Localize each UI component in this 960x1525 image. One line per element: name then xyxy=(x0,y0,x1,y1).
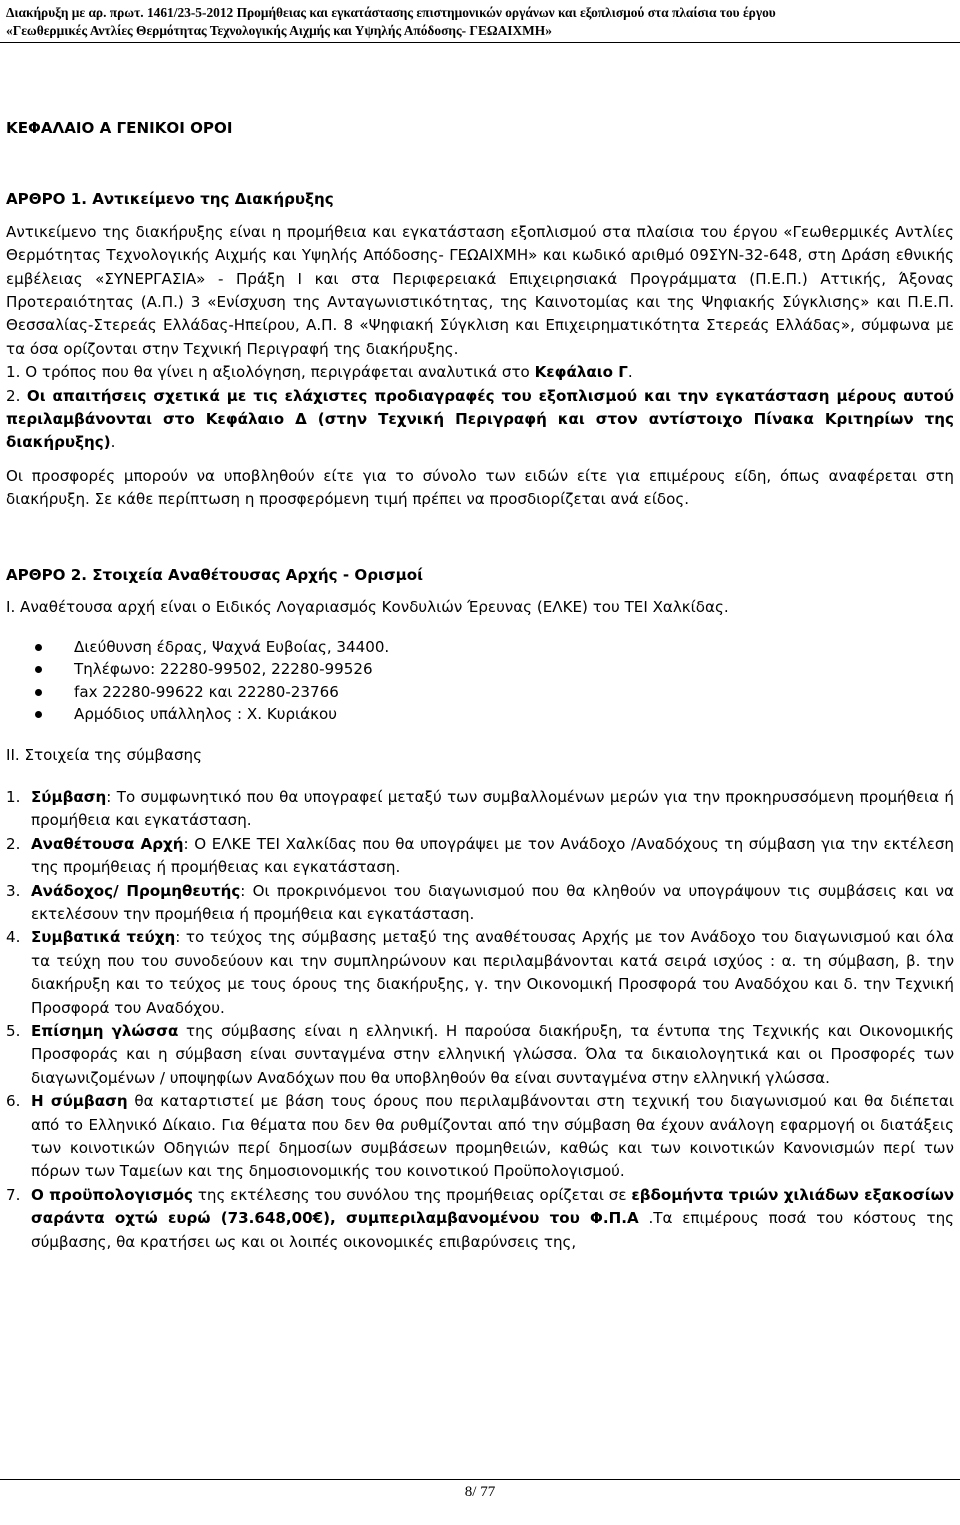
evaluation-item: 1. Ο τρόπος που θα γίνει η αξιολόγηση, περιγράφεται αναλυτικά στο Κεφάλαιο Γ. xyxy=(6,363,633,382)
definition-item: 2. Αναθέτουσα Αρχή: Ο ΕΛΚΕ ΤΕΙ Χαλκίδας που θα υπογράψει με τον Ανάδοχο /Αναδόχους τη σύμβαση για την εκτέλεση της προμήθειας ή προμήθειας και εγκατάσταση. xyxy=(6,834,954,877)
bullet-icon xyxy=(35,711,42,718)
definition-item: 1. Σύμβαση: Το συμφωνητικό που θα υπογραφεί μεταξύ των συμβαλλομένων μερών για την προκηρυσσόμενη προμήθεια ή προμήθεια και εγκατάσταση. xyxy=(6,787,954,830)
header-rule xyxy=(0,42,960,43)
article-1-paragraph: Αντικείμενο της διακήρυξης είναι η προμήθεια και εγκατάσταση εξοπλισμού στα πλαίσια του έργου «Γεωθερμικές Αντλίες Θερμότητας Τεχνολογικής Αιχμής και Υψηλής Απόδοσης- ΓΕΩΑΙΧΜΗ» και κωδικό αριθμό 09ΣΥΝ-32-648, στη Δράση εθνικής εμβέλειας «ΣΥΝΕΡΓΑΣΙΑ» - Πράξη Ι και στα Περιφερειακά Επιχειρησιακά Προγράμματα (Π.Ε.Π.) Αττικής, Άξονας Προτεραιότητας (Α.Π.) 3 «Ενίσχυση της Ανταγωνιστικότητας, της Καινοτομίας και της Ψηφιακής Σύγκλισης» και Π.Ε.Π. Θεσσαλίας-Στερεάς Ελλάδας-Ηπείρου, Α.Π. 8 «Ψηφιακή Σύγκλιση και Επιχειρηματικότητα Στερεάς Ελλάδας», σύμφωνα με τα όσα ορίζονται στην Τεχνική Περιγραφή της διακήρυξης. xyxy=(6,222,954,358)
offers-paragraph: Οι προσφορές μπορούν να υποβληθούν είτε για το σύνολο των ειδών είτε για επιμέρους είδη, όπως αναφέρεται στη διακήρυξη. Σε κάθε περίπτωση η προσφερόμενη τιμή πρέπει να προσδιορίζεται ανά είδος. xyxy=(6,466,954,509)
requirements-text: Οι απαιτήσεις σχετικά με τις ελάχιστες προδιαγραφές του εξοπλισμού και την εγκατάσταση μέρους αυτού περιλαμβάνονται στο Κεφάλαιο Δ (στην Τεχνική Περιγραφή και στον αντίστοιχο Πίνακα Κριτηρίων της διακήρυξης) xyxy=(6,386,954,452)
definition-item: 4. Συμβατικά τεύχη: το τεύχος της σύμβασης μεταξύ της αναθέτουσας Αρχής με τον Ανάδοχο του διαγωνισμού και όλα τα τεύχη που του συνοδεύουν και την συμπληρώνουν και περιλαμβάνονται κατά σειρά ισχύος : α. τη σύμβαση, β. την διακήρυξη και το τεύχος με τους όρους της διακήρυξης, γ. την Οικονομική Προσφορά του Αναδόχου και δ. την Τεχνική Προσφορά του Αναδόχου. xyxy=(6,928,954,1017)
contact-list xyxy=(6,636,954,726)
footer-rule xyxy=(0,1479,960,1480)
definition-item: 6. Η σύμβαση θα καταρτιστεί με βάση τους όρους που περιλαμβάνονται στη τεχνική του διαγωνισμού και θα διέπεται από το Ελληνικό Δίκαιο. Για θέματα που δεν θα ρυθμίζονται από την σύμβαση θα έχουν ανάλογη εφαρμογή οι διατάξεις των κοινοτικών Οδηγιών περί δημοσίων συμβάσεων προμηθειών, καθώς και των κοινοτικών Κανονισμών περί των πόρων των Ταμείων και της δημοσιονομικής του κοινοτικού Προϋπολογισμού. xyxy=(6,1092,954,1181)
chapter-c-reference: Κεφάλαιο Γ xyxy=(534,363,628,382)
list-item: Αρμόδιος υπάλληλος : Χ. Κυριάκου xyxy=(6,703,954,726)
document-body xyxy=(6,117,954,1254)
bullet-icon xyxy=(35,666,42,673)
article-2-title: ΑΡΘΡΟ 2. Στοιχεία Αναθέτουσας Αρχής - Ορισμοί xyxy=(6,565,423,584)
chapter-title: ΚΕΦΑΛΑΙΟ Α ΓΕΝΙΚΟΙ ΟΡΟΙ xyxy=(6,119,233,137)
requirements-item: 2. Οι απαιτήσεις σχετικά με τις ελάχιστες προδιαγραφές του εξοπλισμού και την εγκατάσταση μέρους αυτού περιλαμβάνονται στο Κεφάλαιο Δ (στην Τεχνική Περιγραφή και στον αντίστοιχο Πίνακα Κριτηρίων της διακήρυξης). xyxy=(6,386,954,452)
header-line-2: «Γεωθερμικές Αντλίες Θερμότητας Τεχνολογικής Αιχμής και Υψηλής Απόδοσης- ΓΕΩΑΙΧΜΗ» xyxy=(6,23,552,38)
contracting-authority-section: Ι. Αναθέτουσα αρχή είναι ο Ειδικός Λογαριασμός Κονδυλιών Έρευνας (ΕΛΚΕ) του ΤΕΙ Χαλκίδας. xyxy=(6,598,729,617)
definition-item: 3. Ανάδοχος/ Προμηθευτής: Οι προκρινόμενοι του διαγωνισμού που θα κληθούν να υπογράψουν τις συμβάσεις και να εκτελέσουν την προμήθεια ή προμήθεια και εγκατάσταση. xyxy=(6,881,954,923)
definitions-list xyxy=(6,786,954,1254)
definition-item: 7. Ο προϋπολογισμός της εκτέλεσης του συνόλου της προμήθειας ορίζεται σε εβδομήντα τριών χιλιάδων εξακοσίων σαράντα οχτώ ευρώ (73.648,00€), συμπεριλαμβανομένου του Φ.Π.Α .Τα επιμέρους ποσά του κόστους της σύμβασης, θα κρατήσει ως και οι λοιπές οικονομικές επιβαρύνσεις της, xyxy=(6,1185,954,1251)
document-header xyxy=(6,4,954,40)
budget-amount: εβδομήντα τριών χιλιάδων εξακοσίων σαράντα οχτώ ευρώ (73.648,00€), συμπεριλαμβανομένου του Φ.Π.Α xyxy=(31,1185,954,1228)
list-item: Τηλέφωνο: 22280-99502, 22280-99526 xyxy=(6,658,954,681)
list-item: Διεύθυνση έδρας, Ψαχνά Ευβοίας, 34400. xyxy=(6,636,954,659)
list-item: fax 22280-99622 και 22280-23766 xyxy=(6,681,954,704)
page-number: 8/ 77 xyxy=(464,1484,496,1500)
bullet-icon xyxy=(35,689,42,696)
article-1-title: ΑΡΘΡΟ 1. Αντικείμενο της Διακήρυξης xyxy=(6,190,334,209)
header-line-1: Διακήρυξη με αρ. πρωτ. 1461/23-5-2012 Προμήθειας και εγκατάστασης επιστημονικών οργάνων και εξοπλισμού στα πλαίσια του έργου xyxy=(6,5,776,20)
definition-item: 5. Επίσημη γλώσσα της σύμβασης είναι η ελληνική. Η παρούσα διακήρυξη, τα έντυπα της Τεχνικής και Οικονομικής Προσφοράς και η σύμβαση είναι συνταγμένα στην ελληνική γλώσσα. Όλα τα δικαιολογητικά και οι Προσφορές των διαγωνιζομένων / υποψηφίων Αναδόχων που θα υποβληθούν θα είναι συνταγμένα στην ελληνική γλώσσα. xyxy=(6,1021,954,1087)
bullet-icon xyxy=(35,644,42,651)
contract-section-title: ΙΙ. Στοιχεία της σύμβασης xyxy=(6,745,202,764)
